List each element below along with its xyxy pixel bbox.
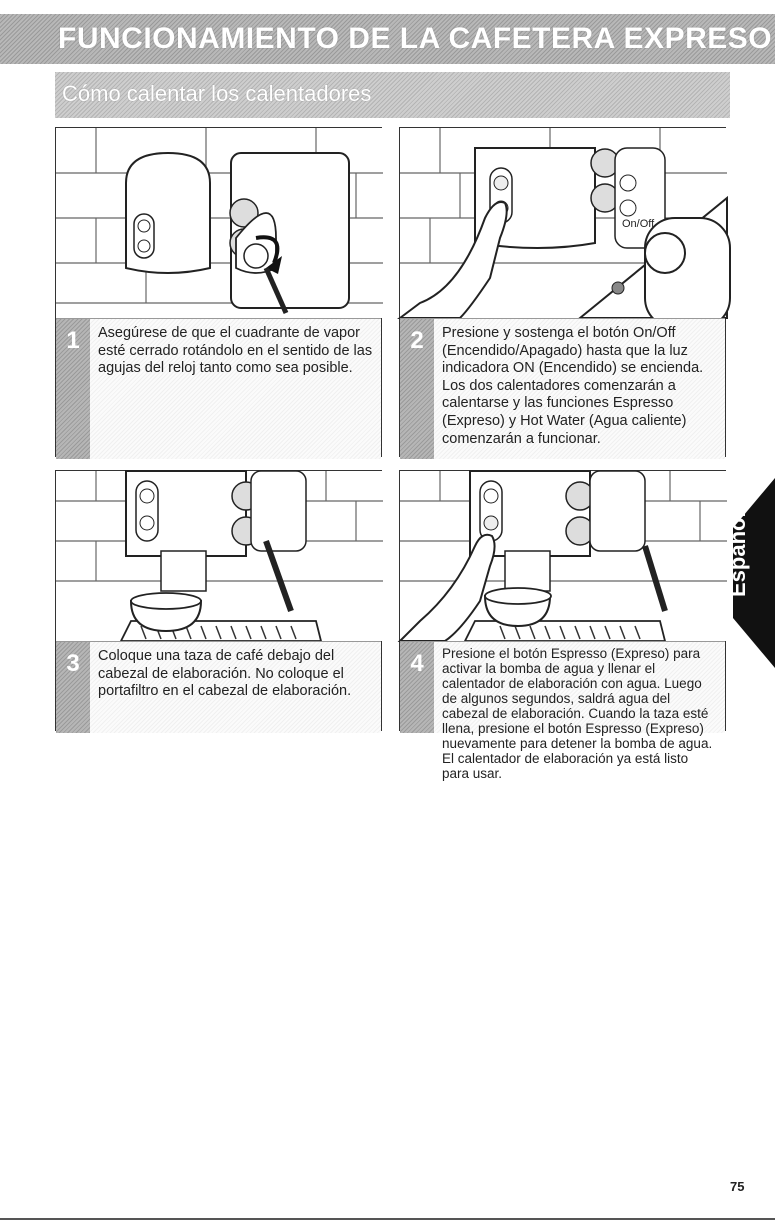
- step-box-4: [400, 641, 725, 781]
- language-tab-label: Español: [725, 511, 750, 597]
- onoff-callout-label: On/Off: [622, 218, 655, 230]
- step-box-3: [56, 641, 381, 733]
- step-number: 2: [410, 327, 424, 354]
- step-number: 3: [66, 650, 80, 677]
- step-box-1: [56, 318, 381, 459]
- illustration-onoff-button: [400, 128, 727, 318]
- step-text: Asegúrese de que el cuadrante de vapor esté cerrado rotándolo en el sentido de las agujas del reloj tanto como sea posible.: [98, 325, 373, 377]
- illustration-espresso-button: [400, 471, 727, 641]
- step-text: Presione el botón Espresso (Expreso) para activar la bomba de agua y llenar el calentador de elaboración con agua. Luego de algunos segundos, saldrá agua del cabezal de elaboración. Cuando la taza esté llena, presione el botón Espresso (Expreso) nuevamente para detener la bomba de agua. El calentador de elaboración ya está listo para usar.: [442, 646, 713, 781]
- step-panel-2: [399, 127, 726, 457]
- step-panel-3: [55, 470, 382, 731]
- step-box-2: [400, 318, 725, 459]
- illustration-cup-under-brewhead: [56, 471, 383, 641]
- page-number: 75: [730, 1179, 745, 1194]
- bottom-rule: [0, 1218, 775, 1220]
- step-panel-1: [55, 127, 382, 457]
- page-title: FUNCIONAMIENTO DE LA CAFETERA EXPRESO: [58, 22, 773, 55]
- section-title: Cómo calentar los calentadores: [62, 81, 372, 106]
- step-number: 4: [410, 650, 424, 677]
- step-text: Presione y sostenga el botón On/Off (Encendido/Apagado) hasta que la luz indicadora ON (Encendido) se encienda. Los dos calentadores comenzarán a calentarse y las funciones Espresso (Expreso) y Hot Water (Agua caliente) comenzarán a funcionar.: [442, 325, 704, 447]
- step-number: 1: [66, 327, 80, 354]
- step-panel-4: [399, 470, 726, 781]
- step-text: Coloque una taza de café debajo del cabezal de elaboración. No coloque el portafiltro en el cabezal de elaboración.: [98, 648, 352, 700]
- illustration-steam-dial: [56, 128, 383, 318]
